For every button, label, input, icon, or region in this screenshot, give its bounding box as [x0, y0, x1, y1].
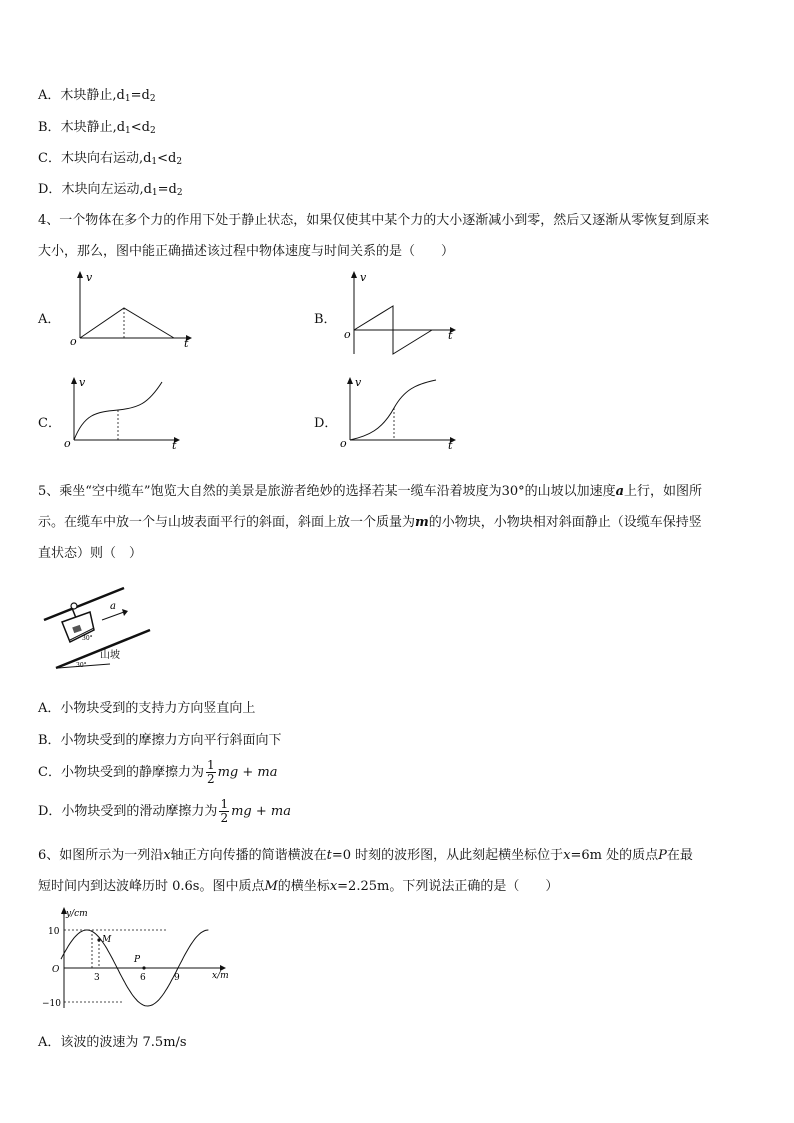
q5-option-a: A．小物块受到的支持力方向竖直向上 [38, 701, 256, 716]
origin-label: o [70, 335, 77, 348]
q4-stem-line1: 4、一个物体在多个力的作用下处于静止状态，如果仅使其中某个力的大小逐渐减小到零，然后又逐渐从零恢复到原来 [38, 213, 710, 228]
q6-stem-line1: 6、如图所示为一列沿x轴正方向传播的简谐横波在t=0 时刻的波形图，从此刻起横坐标位于x=6m 处的质点P在最 [38, 848, 693, 863]
x-tick-9: 9 [174, 973, 180, 983]
point-p-label: P [134, 955, 141, 965]
q4-graph-c [62, 374, 192, 452]
fraction-half: $\frac{1}{2}$ [220, 797, 229, 825]
origin-label: O [52, 965, 60, 975]
q5-cable-car-figure [40, 584, 160, 674]
q6-wave-graph [36, 904, 236, 1012]
fraction-half: $\frac{1}{2}$ [206, 758, 215, 786]
q5-stem-line2: 示。在缆车中放一个与山坡表面平行的斜面，斜面上放一个质量为m的小物块，小物块相对斜面静止（设缆车保持竖 [38, 515, 702, 530]
axis-v-label: v [360, 271, 367, 284]
axis-t-label: t [184, 337, 189, 350]
origin-label: o [344, 328, 351, 341]
point-m [97, 938, 100, 941]
q4-option-d-label: D． [314, 416, 338, 431]
q5-option-d: D．小物块受到的滑动摩擦力为 $\frac{1}{2}$ mg + ma [38, 797, 291, 825]
accel-label: a [110, 601, 116, 612]
q3-option-a: A．木块静止$,d_1=d_2$ [38, 88, 156, 104]
axis-v-label: v [86, 271, 93, 284]
origin-label: o [340, 437, 347, 450]
q3-option-b: B．木块静止$,d_1<d_2$ [38, 120, 156, 136]
axis-t-label: t [172, 439, 177, 452]
q4-graph-a [66, 268, 196, 350]
q5-option-c: C．小物块受到的静摩擦力为 $\frac{1}{2}$ mg + ma [38, 758, 278, 786]
q5-stem-line3: 直状态）则（ ） [38, 546, 143, 561]
axis-t-label: t [448, 329, 453, 342]
angle-label: 30° [82, 635, 93, 642]
q4-graph-d [338, 374, 468, 452]
axis-v-label: v [355, 376, 362, 389]
q4-option-b-label: B． [314, 312, 337, 327]
x-axis-label: x/m [212, 971, 229, 981]
axis-v-label: v [79, 376, 86, 389]
slope-label: 山坡 [100, 650, 120, 661]
q3-option-c: C．木块向右运动$,d_1<d_2$ [38, 151, 183, 167]
q6-stem-line2: 短时间内到达波峰历时 0.6s。图中质点M的横坐标x=2.25m。下列说法正确的是（ ） [38, 879, 559, 894]
y-tick-bottom: −10 [42, 999, 61, 1009]
q4-option-c-label: C． [38, 416, 61, 431]
point-m-label: M [102, 935, 112, 945]
q4-stem-line2: 大小，那么，图中能正确描述该过程中物体速度与时间关系的是（ ） [38, 244, 455, 259]
y-tick-top: 10 [48, 927, 60, 937]
q5-stem-line1: 5、乘坐“空中缆车”饱览大自然的美景是旅游者绝妙的选择若某一缆车沿着坡度为30°的山坡以加速度a上行，如图所 [38, 484, 703, 499]
x-tick-6: 6 [140, 973, 146, 983]
q4-graph-b [340, 268, 470, 360]
q3-option-d: D．木块向左运动$,d_1=d_2$ [38, 182, 183, 198]
y-axis-label: y/cm [66, 909, 88, 919]
point-p [142, 966, 145, 969]
axis-t-label: t [448, 439, 453, 452]
x-tick-3: 3 [94, 973, 100, 983]
angle-label: 30° [76, 662, 87, 669]
q6-option-a: A．该波的波速为 7.5m/s [38, 1035, 187, 1050]
q4-option-a-label: A． [38, 312, 61, 327]
q5-option-b: B．小物块受到的摩擦力方向平行斜面向下 [38, 733, 282, 748]
origin-label: o [64, 437, 71, 450]
